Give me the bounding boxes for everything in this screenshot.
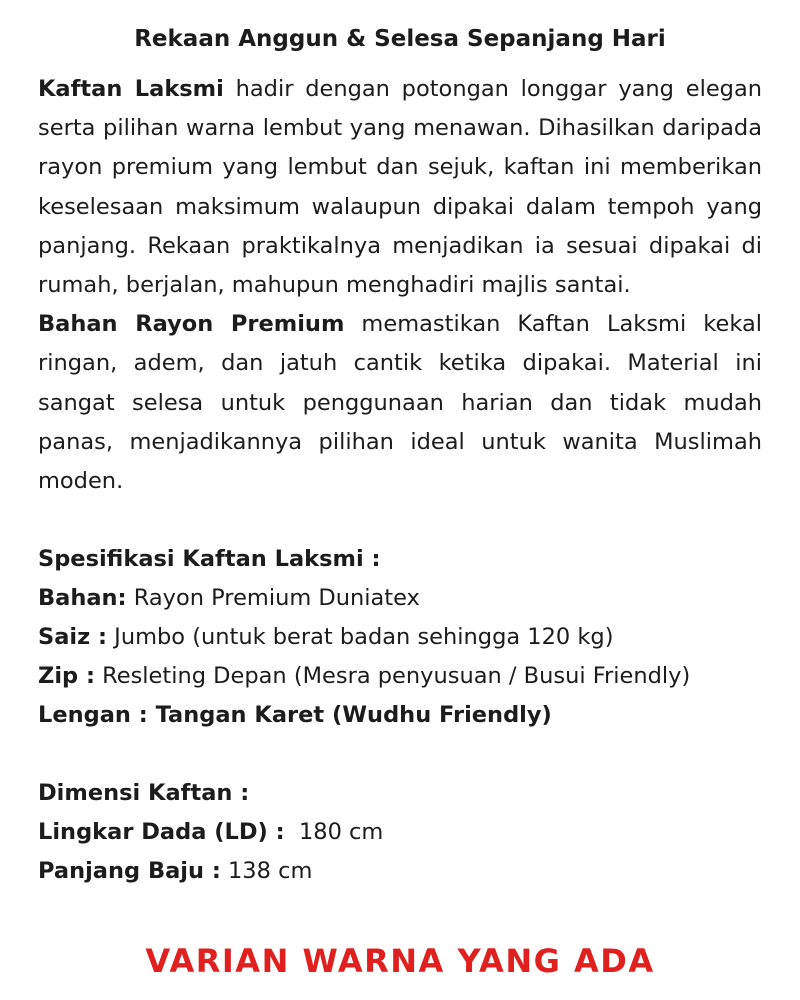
spec-label: Lengan :	[38, 702, 148, 729]
material-paragraph	[38, 305, 762, 501]
spec-value: Jumbo (untuk berat badan sehingga 120 kg)	[107, 624, 614, 651]
material-text: memastikan Kaftan Laksmi kekal ringan, adem, dan jatuh cantik ketika dipakai. Material ini sangat selesa untuk penggunaan harian dan tidak mudah panas, menjadikannya pilihan ideal untuk wanita Muslimah moden.	[38, 311, 762, 495]
spec-label: Bahan:	[38, 585, 127, 612]
spec-value: Resleting Depan (Mesra penyusuan / Busui Friendly)	[94, 663, 691, 690]
page-title: Rekaan Anggun & Selesa Sepanjang Hari	[134, 26, 666, 52]
spec-value: Tangan Karet (Wudhu Friendly)	[147, 702, 552, 729]
dimension-label: Lingkar Dada (LD) :	[38, 819, 285, 846]
material-lead: Bahan Rayon Premium	[38, 311, 345, 338]
dimension-label: Panjang Baju :	[38, 858, 221, 885]
section-spacer	[38, 501, 762, 540]
spec-label: Saiz :	[38, 624, 108, 651]
spec-item-sleeve	[38, 696, 762, 735]
dimension-value: 138 cm	[220, 858, 313, 885]
intro-text: hadir dengan potongan longgar yang elegan serta pilihan warna lembut yang menawan. Dihasilkan daripada rayon premium yang lembut dan sejuk, kaftan ini memberikan keselesaan maksimum walaupun dipakai dalam tempoh yang panjang. Rekaan praktikalnya menjadikan ia sesuai dipakai di rumah, berjalan, mahupun menghadiri majlis santai.	[38, 76, 762, 299]
spec-value: Rayon Premium Duniatex	[126, 585, 420, 612]
spec-item-size	[38, 618, 762, 657]
dimension-item-length	[38, 852, 762, 891]
variant-banner: VARIAN WARNA YANG ADA	[145, 942, 655, 980]
dimension-value: 180 cm	[284, 819, 384, 846]
spec-item-zip	[38, 657, 762, 696]
spec-heading: Spesifikasi Kaftan Laksmi :	[38, 546, 381, 573]
intro-lead: Kaftan Laksmi	[38, 76, 224, 102]
spec-item-material	[38, 579, 762, 618]
section-spacer	[38, 735, 762, 774]
spec-label: Zip :	[38, 663, 95, 690]
intro-paragraph	[38, 70, 762, 305]
dimension-heading: Dimensi Kaftan :	[38, 780, 250, 807]
dimension-item-chest	[38, 813, 762, 852]
